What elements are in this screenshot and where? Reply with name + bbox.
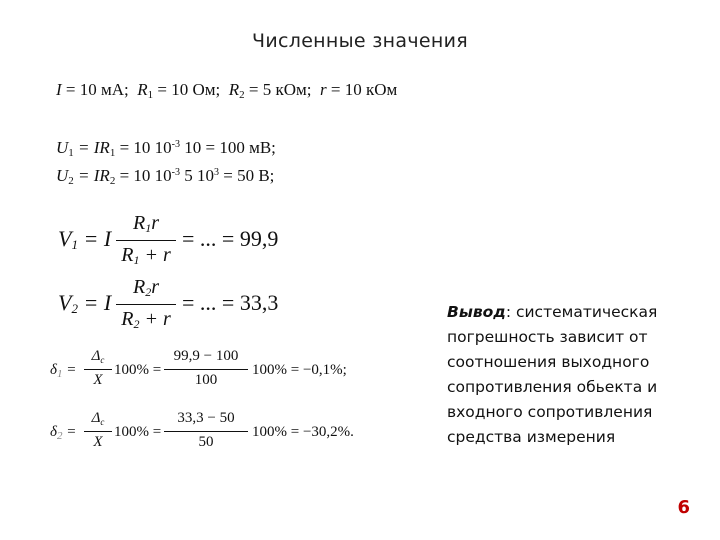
slide-title: Численные значения	[252, 30, 468, 52]
parameters-line: I = 10 мА; $R_1 = 10$ Ом; $R_2 = 5$ кОм; r = 10 кОм	[56, 80, 398, 101]
conclusion-text	[447, 300, 707, 450]
conclusion-label: Вывод	[447, 303, 506, 321]
u1-formula: $U_1 = IR_1 = 10$ $10^{-3}$ 10 = 100 мВ;	[56, 138, 276, 159]
conclusion-body: : систематическая погрешность зависит от соотношения выходного сопротивления обьекта и входного сопротивления средства измерения	[447, 303, 658, 446]
u2-formula: $U_2 = IR_2 = 10$ $10^{-3}$ 5 $10^3 = 50$ В;	[56, 166, 275, 187]
page-number: 6	[677, 497, 690, 518]
